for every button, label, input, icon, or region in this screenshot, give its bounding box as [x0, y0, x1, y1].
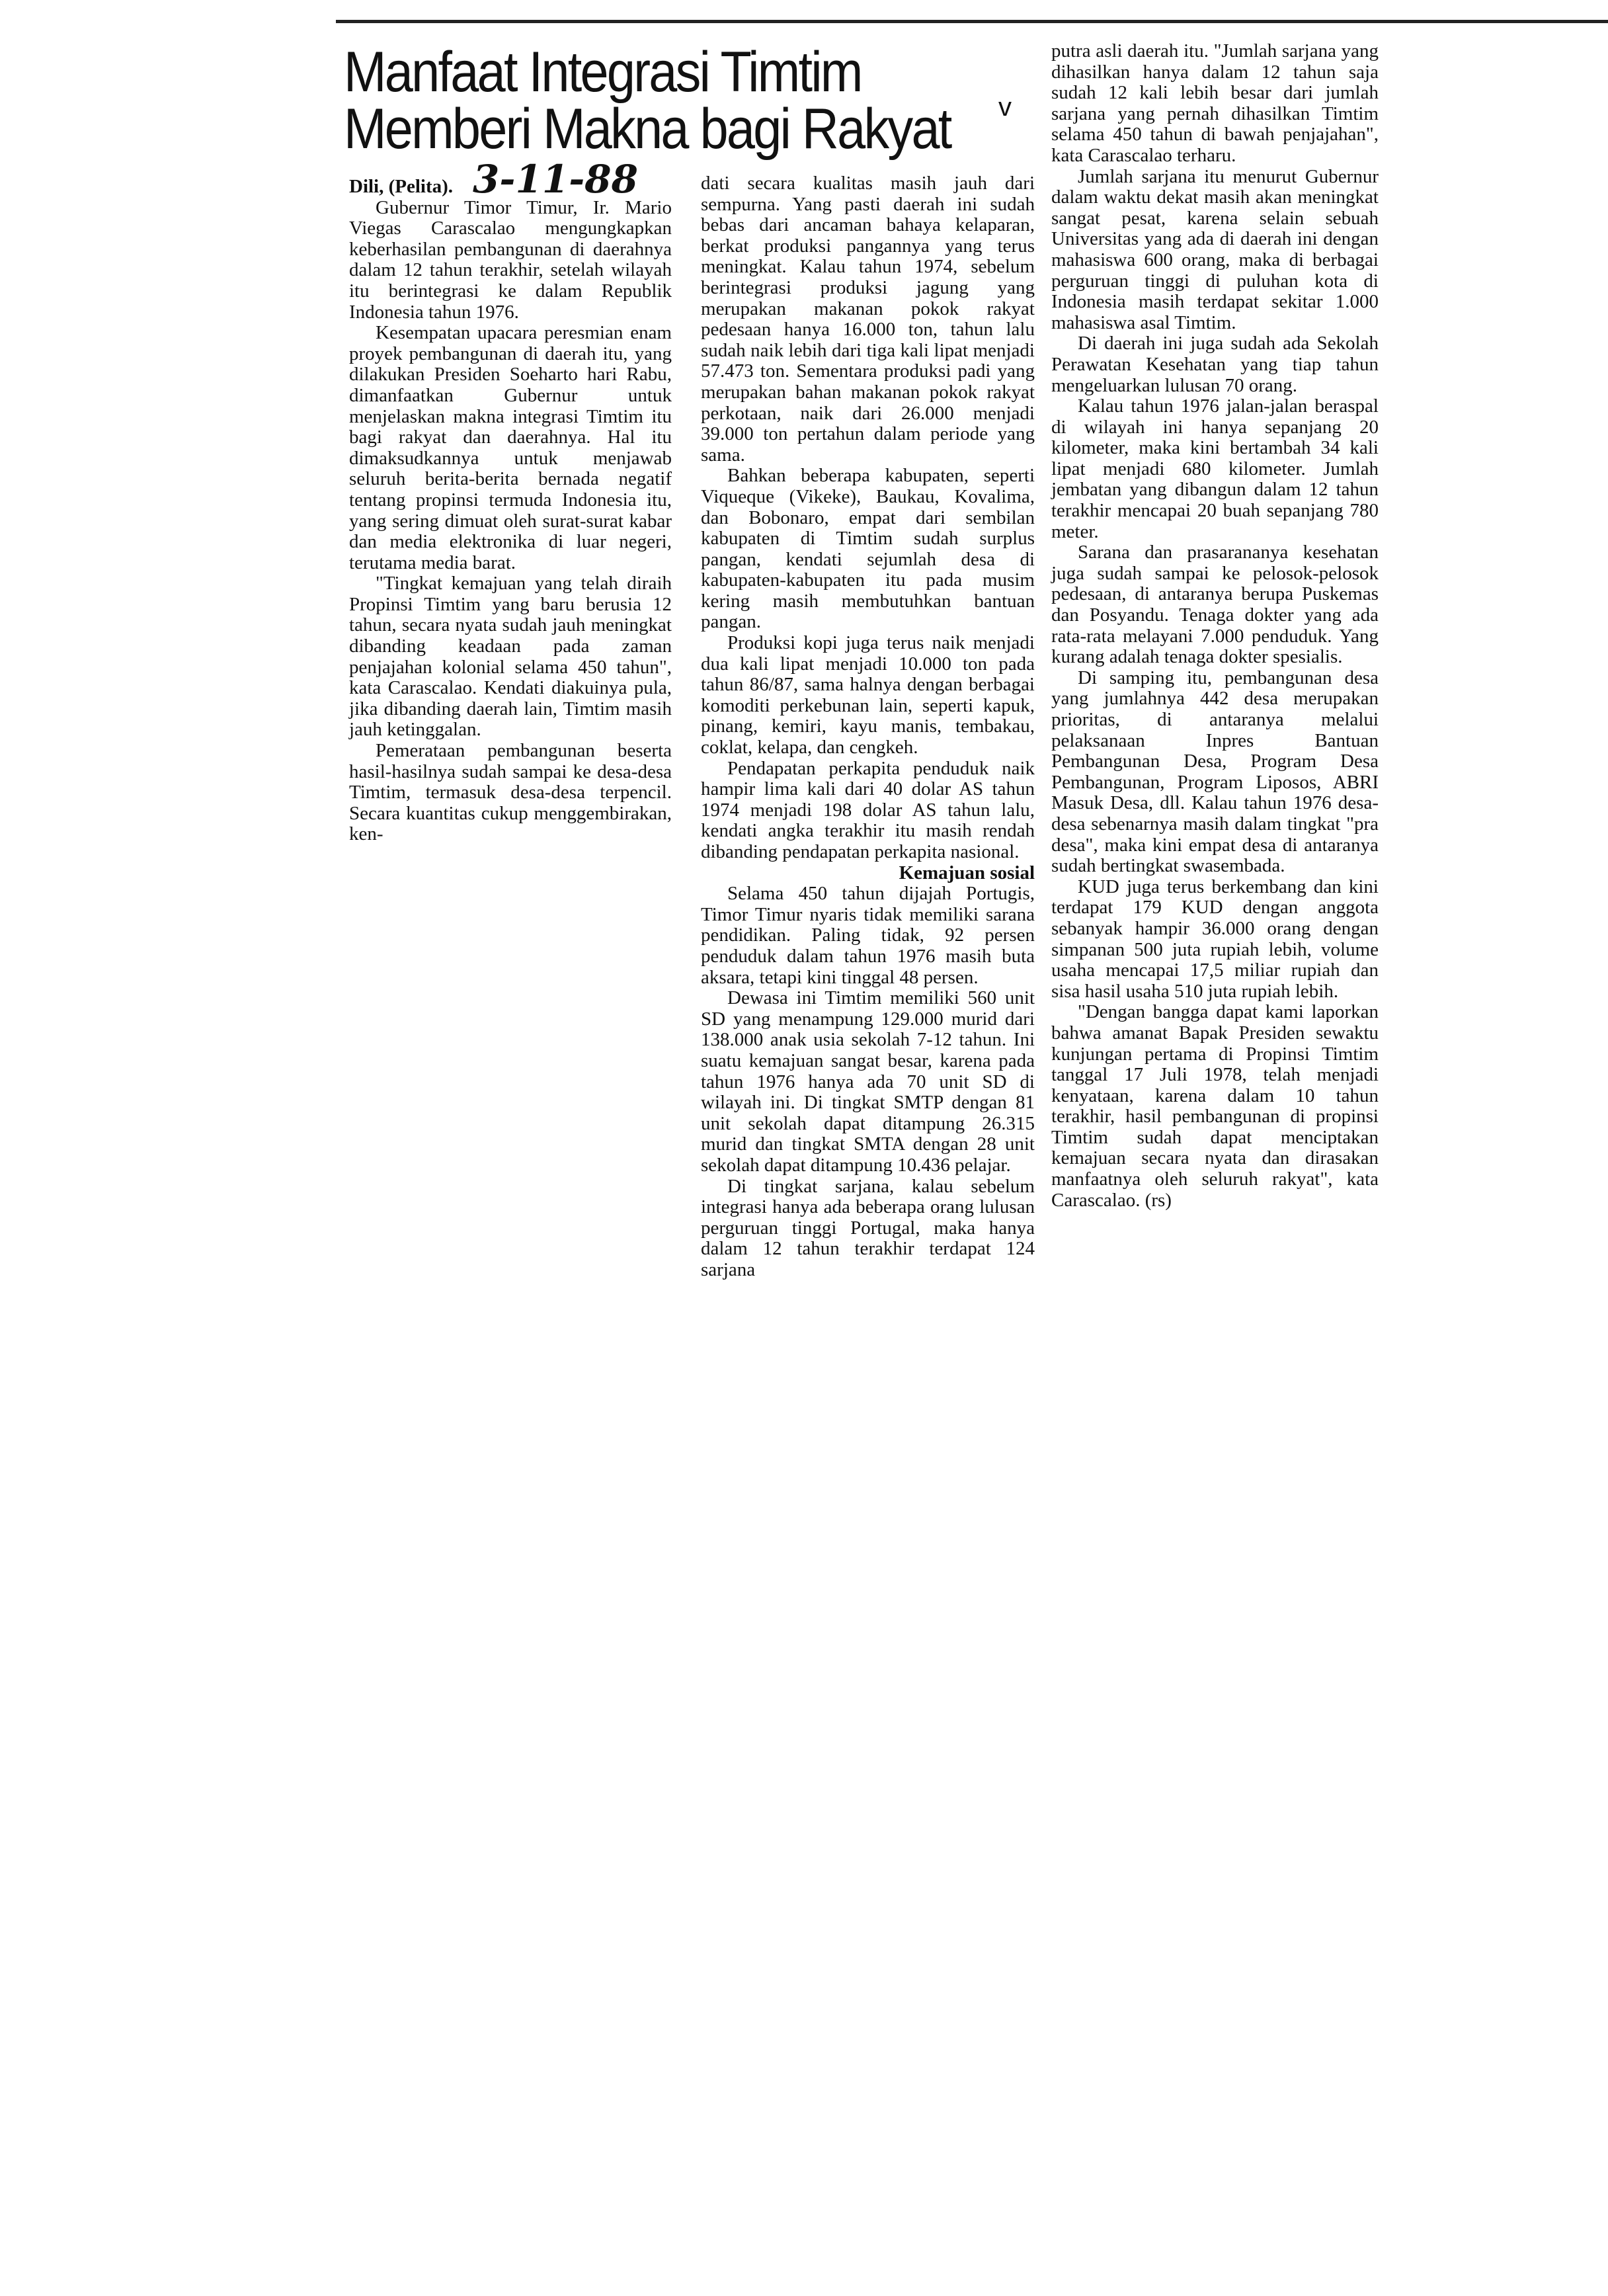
column-2	[701, 173, 1035, 1280]
paragraph: Jumlah sarjana itu menurut Gubernur dalam waktu dekat masih akan meningkat sangat pesat, karena selain sebuah Universitas yang ada di daerah ini dengan mahasiswa 600 orang, maka di berbagai perguruan tinggi di puluhan kota di Indonesia masih terdapat sekitar 1.000 mahasiswa asal Timtim.	[1051, 165, 1379, 333]
paragraph: Bahkan beberapa kabupaten, seperti Viqueque (Vikeke), Baukau, Kovalima, dan Bobonaro, empat dari sembilan kabupaten di Timtim sudah surplus pangan, kendati sejumlah desa di kabupaten-kabupaten itu pada musim kering masih membutuhkan bantuan pangan.	[701, 465, 1035, 633]
paragraph: Di tingkat sarjana, kalau sebelum integrasi hanya ada beberapa orang lulusan perguruan tinggi Portugal, maka hanya dalam 12 tahun terakhir terdapat 124 sarjana	[701, 1175, 1035, 1280]
handwritten-date: 3-11-88	[473, 157, 638, 202]
headline	[344, 40, 975, 161]
paragraph: Di daerah ini juga sudah ada Sekolah Perawatan Kesehatan yang tiap tahun mengeluarkan lulusan 70 orang.	[1051, 333, 1379, 396]
paragraph: Kesempatan upacara peresmian enam proyek pembangunan di daerah itu, yang dilakukan Presiden Soeharto hari Rabu, dimanfaatkan Gubernur untuk menjelaskan makna integrasi Timtim itu bagi rakyat dan daerahnya. Hal itu dimaksudkannya untuk menjawab seluruh berita-berita bernada negatif tentang propinsi termuda Indonesia itu, yang sering dimuat oleh surat-surat kabar dan media elektronika di luar negeri, terutama media barat.	[349, 322, 672, 573]
paragraph: putra asli daerah itu. "Jumlah sarjana yang dihasilkan hanya dalam 12 tahun saja sudah 12 kali lebih besar dari jumlah sarjana yang pernah dihasilkan Timtim selama 450 tahun di bawah penjajahan", kata Carascalao terharu.	[1051, 40, 1379, 166]
paragraph: Di samping itu, pembangunan desa yang jumlahnya 442 desa merupakan prioritas, di antaranya melalui pelaksanaan Inpres Bantuan Pembangunan Desa, Program Desa Pembangunan, Program Liposos, ABRI Masuk Desa, dll. Kalau tahun 1976 desa-desa sebenarnya masih dalam tingkat "pra desa", maka kini empat desa di antaranya sudah bertingkat swasembada.	[1051, 667, 1379, 877]
paragraph: KUD juga terus berkembang dan kini terdapat 179 KUD dengan anggota sebanyak hampir 36.000 orang dengan simpanan 500 juta rupiah lebih, volume usaha mencapai 17,5 miliar rupiah dan sisa hasil usaha 510 juta rupiah lebih.	[1051, 876, 1379, 1002]
headline-line-2: Memberi Makna bagi Rakyat	[344, 97, 951, 161]
paragraph: Sarana dan prasarananya kesehatan juga sudah sampai ke pelosok-pelosok pedesaan, di antaranya berupa Puskemas dan Posyandu. Tenaga dokter yang ada rata-rata melayani 7.000 penduduk. Yang kurang adalah tenaga dokter spesialis.	[1051, 542, 1379, 668]
paragraph: Selama 450 tahun dijajah Portugis, Timor Timur nyaris tidak memiliki sarana pendidikan. Paling tidak, 92 persen penduduk dalam tahun 1976 masih buta aksara, tetapi kini tinggal 48 persen.	[701, 883, 1035, 988]
paragraph: "Tingkat kemajuan yang telah diraih Propinsi Timtim yang baru berusia 12 tahun, secara nyata sudah jauh meningkat dibanding keadaan pada zaman penjajahan kolonial selama 450 tahun", kata Carascalao. Kendati diakuinya pula, jika dibanding daerah lain, Timtim masih jauh ketinggalan.	[349, 573, 672, 741]
paragraph: "Dengan bangga dapat kami laporkan bahwa amanat Bapak Presiden sewaktu kunjungan pertama di Propinsi Timtim tanggal 17 Juli 1978, telah menjadi kenyataan, karena dalam 10 tahun terakhir, hasil pembangunan di propinsi Timtim sudah dapat menciptakan kemajuan secara nyata dan dirasakan manfaatnya oleh seluruh rakyat", kata Carascalao. (rs)	[1051, 1001, 1379, 1211]
subheading: Kemajuan sosial	[899, 862, 1035, 883]
top-rule	[336, 20, 1608, 23]
paragraph: Pendapatan perkapita penduduk naik hampir lima kali dari 40 dolar AS tahun 1974 menjadi 198 dolar AS tahun lalu, kendati angka terakhir itu masih rendah dibanding pendapatan perkapita nasional.	[701, 757, 1035, 862]
dateline: Dili, (Pelita).	[349, 176, 454, 197]
paragraph: Pemerataan pembangunan beserta hasil-hasilnya sudah sampai ke desa-desa Timtim, termasuk desa-desa terpencil. Secara kuantitas cukup menggembirakan, ken-	[349, 740, 672, 845]
dateline-paragraph	[349, 157, 672, 202]
paragraph: dati secara kualitas masih jauh dari sempurna. Yang pasti daerah ini sudah bebas dari ancaman bahaya kelaparan, berkat produksi pangannya yang terus meningkat. Kalau tahun 1974, sebelum berintegrasi produksi jagung yang merupakan makanan pokok rakyat pedesaan hanya 16.000 ton, tahun lalu sudah naik lebih dari tiga kali lipat menjadi 57.473 ton. Sementara produksi padi yang merupakan bahan makanan pokok rakyat perkotaan, naik dari 26.000 menjadi 39.000 ton pertahun dalam periode yang sama.	[701, 173, 1035, 466]
column-3	[1051, 41, 1379, 1211]
check-mark: v	[998, 93, 1012, 122]
paragraph: Gubernur Timor Timur, Ir. Mario Viegas Carascalao mengungkapkan keberhasilan pembangunan di daerahnya dalam 12 tahun terakhir, setelah wilayah itu berintegrasi ke dalam Republik Indonesia tahun 1976.	[349, 196, 672, 323]
paragraph: Dewasa ini Timtim memiliki 560 unit SD yang menampung 129.000 murid dari 138.000 anak usia sekolah 7-12 tahun. Ini suatu kemajuan sangat besar, karena pada tahun 1976 hanya ada 70 unit SD di wilayah ini. Di tingkat SMTP dengan 81 unit sekolah dapat ditampung 26.315 murid dan tingkat SMTA dengan 28 unit sekolah dapat ditampung 10.436 pelajar.	[701, 987, 1035, 1176]
paragraph: Produksi kopi juga terus naik menjadi dua kali lipat menjadi 10.000 ton pada tahun 86/87, sama halnya dengan berbagai komoditi perkebunan lain, seperti kapuk, pinang, kemiri, kayu manis, tembakau, coklat, kelapa, dan cengkeh.	[701, 632, 1035, 758]
column-1	[349, 157, 672, 845]
paragraph: Kalau tahun 1976 jalan-jalan beraspal di wilayah ini hanya sepanjang 20 kilometer, maka kini bertambah 34 kali lipat menjadi 680 kilometer. Jumlah jembatan yang dibangun dalam 12 tahun terakhir mencapai 20 buah sepanjang 780 meter.	[1051, 395, 1379, 542]
headline-line-1: Manfaat Integrasi Timtim	[344, 40, 862, 104]
